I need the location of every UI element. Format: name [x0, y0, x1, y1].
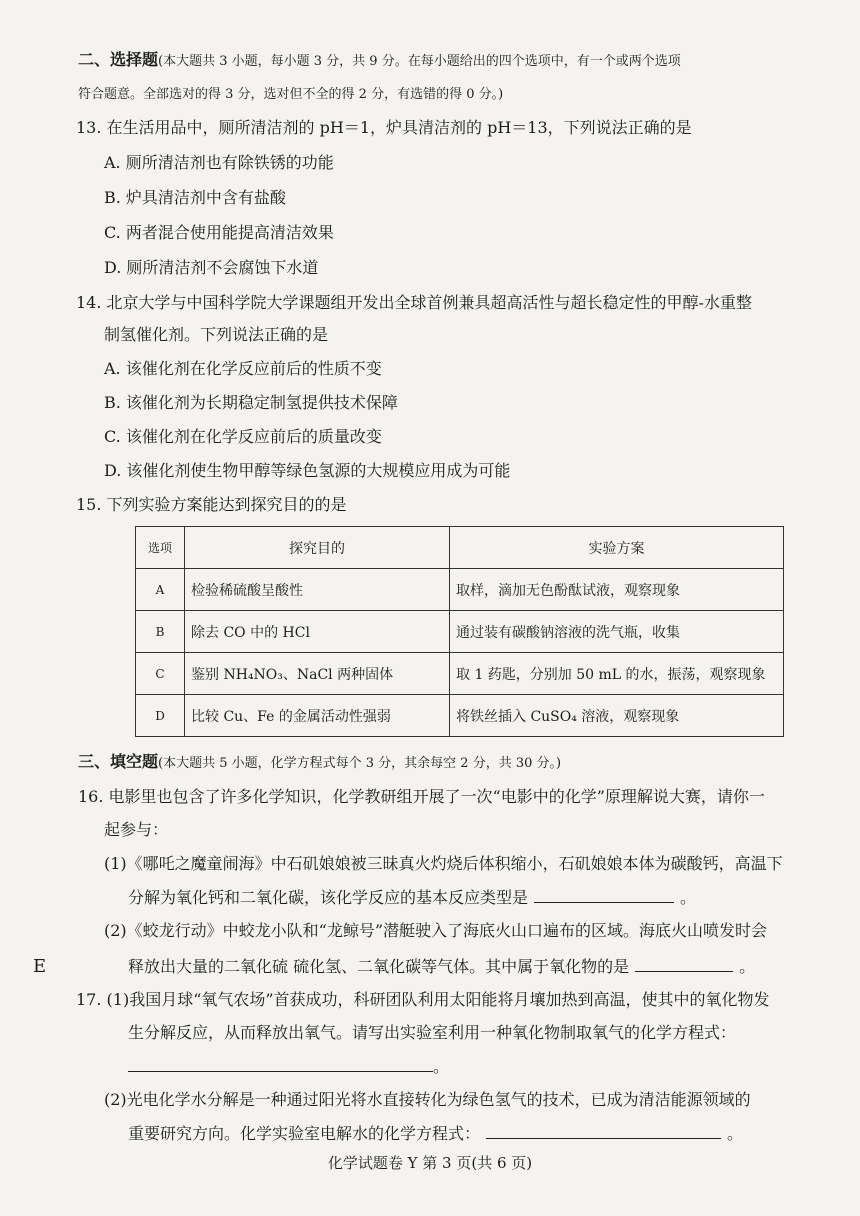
table-header-option: 选项	[136, 527, 185, 569]
q17-period-1: 。	[433, 1057, 450, 1076]
q14-option-c: C. 该催化剂在化学反应前后的质量改变	[104, 427, 382, 446]
table-header-plan: 实验方案	[450, 527, 784, 569]
q17-part2-text: 重要研究方向。化学实验室电解水的化学方程式：	[128, 1124, 481, 1143]
q15-stem: 15. 下列实验方案能达到探究目的的是	[76, 495, 347, 514]
table-cell-option: C	[136, 653, 185, 695]
section3-header	[78, 752, 561, 774]
table-row	[136, 653, 784, 695]
q17-answer-blank-2[interactable]	[486, 1122, 721, 1139]
q13-option-b: B. 炉具清洁剂中含有盐酸	[104, 188, 286, 207]
table-cell-plan: 取样，滴加无色酚酞试液，观察现象	[450, 569, 784, 611]
table-cell-option: B	[136, 611, 185, 653]
q13-stem: 13. 在生活用品中，厕所清洁剂的 pH＝1，炉具清洁剂的 pH＝13，下列说法正确的是	[76, 118, 692, 137]
q15-table	[135, 526, 784, 737]
table-cell-option: A	[136, 569, 185, 611]
table-cell-goal: 鉴别 NH₄NO₃、NaCl 两种固体	[185, 653, 450, 695]
q16-part2-line2	[128, 955, 755, 977]
q17-answer-blank-1[interactable]	[128, 1055, 433, 1072]
q14-option-d: D. 该催化剂使生物甲醇等绿色氢源的大规模应用成为可能	[104, 461, 511, 480]
table-cell-goal: 比较 Cu、Fe 的金属活动性强弱	[185, 695, 450, 737]
q16-answer-blank-1[interactable]	[534, 886, 674, 903]
q14-option-a: A. 该催化剂在化学反应前后的性质不变	[104, 359, 382, 378]
section2-note-line2: 符合题意。全部选对的得 3 分，选对但不全的得 2 分，有选错的得 0 分。)	[78, 87, 504, 102]
q16-period-2: 。	[739, 957, 756, 976]
q16-answer-blank-2[interactable]	[635, 955, 733, 972]
table-cell-plan: 通过装有碳酸钠溶液的洗气瓶，收集	[450, 611, 784, 653]
q17-part1-line2: 生分解反应，从而释放出氧气。请写出实验室利用一种氧化物制取氧气的化学方程式：	[128, 1023, 737, 1042]
table-row	[136, 695, 784, 737]
q16-part1-line2	[128, 886, 696, 908]
q17-part1-line1: 17. (1)我国月球“氧气农场”首获成功，科研团队利用太阳能将月壤加热到高温，使其中的氧化物发	[76, 990, 770, 1009]
table-cell-plan: 取 1 药匙，分别加 50 mL 的水，振荡，观察现象	[450, 653, 784, 695]
section3-title: 三、填空题	[78, 752, 159, 771]
q16-period-1: 。	[680, 888, 697, 907]
q14-stem-line2: 制氢催化剂。下列说法正确的是	[104, 325, 329, 344]
q13-option-a: A. 厕所清洁剂也有除铁锈的功能	[104, 153, 334, 172]
table-row	[136, 611, 784, 653]
section2-note-line1: (本大题共 3 小题，每小题 3 分，共 9 分。在每小题给出的四个选项中，有一个或两个选项	[158, 54, 681, 69]
table-cell-goal: 除去 CO 中的 HCl	[185, 611, 450, 653]
q13-option-c: C. 两者混合使用能提高清洁效果	[104, 223, 334, 242]
q14-stem-line1: 14. 北京大学与中国科学院大学课题组开发出全球首例兼具超高活性与超长稳定性的甲醇-水重整	[76, 293, 752, 312]
q17-part2-line2	[128, 1122, 743, 1144]
margin-mark: E	[33, 956, 47, 977]
table-header-row	[136, 527, 784, 569]
table-header-goal: 探究目的	[185, 527, 450, 569]
table-cell-plan: 将铁丝插入 CuSO₄ 溶液，观察现象	[450, 695, 784, 737]
q14-option-b: B. 该催化剂为长期稳定制氢提供技术保障	[104, 393, 398, 412]
q16-part1-text: 分解为氧化钙和二氧化碳，该化学反应的基本反应类型是	[128, 888, 529, 907]
section3-note: (本大题共 5 小题，化学方程式每个 3 分，其余每空 2 分，共 30 分。)	[158, 756, 562, 771]
q17-period-2: 。	[727, 1124, 744, 1143]
table-cell-option: D	[136, 695, 185, 737]
q16-part1-line1: (1)《哪吒之魔童闹海》中石矶娘娘被三昧真火灼烧后体积缩小，石矶娘娘本体为碳酸钙，高温下	[104, 854, 783, 873]
section2-header	[78, 50, 681, 72]
table-row	[136, 569, 784, 611]
q17-part2-line1: (2)光电化学水分解是一种通过阳光将水直接转化为绿色氢气的技术，已成为清洁能源领域的	[104, 1090, 751, 1109]
q16-part2-line1: (2)《蛟龙行动》中蛟龙小队和“龙鲸号”潜艇驶入了海底火山口遍布的区域。海底火山喷发时会	[104, 921, 768, 940]
q16-stem-line1: 16. 电影里也包含了许多化学知识，化学教研组开展了一次“电影中的化学”原理解说大赛，请你一	[78, 787, 765, 806]
q16-part2-text: 释放出大量的二氧化硫 硫化氢、二氧化碳等气体。其中属于氧化物的是	[128, 957, 630, 976]
page-footer: 化学试题卷 Y 第 3 页(共 6 页)	[327, 1154, 533, 1172]
q16-stem-line2: 起参与：	[104, 820, 169, 839]
table-cell-goal: 检验稀硫酸呈酸性	[185, 569, 450, 611]
section2-title: 二、选择题	[78, 50, 159, 69]
q13-option-d: D. 厕所清洁剂不会腐蚀下水道	[104, 258, 319, 277]
q17-answer-line-1	[128, 1055, 449, 1077]
